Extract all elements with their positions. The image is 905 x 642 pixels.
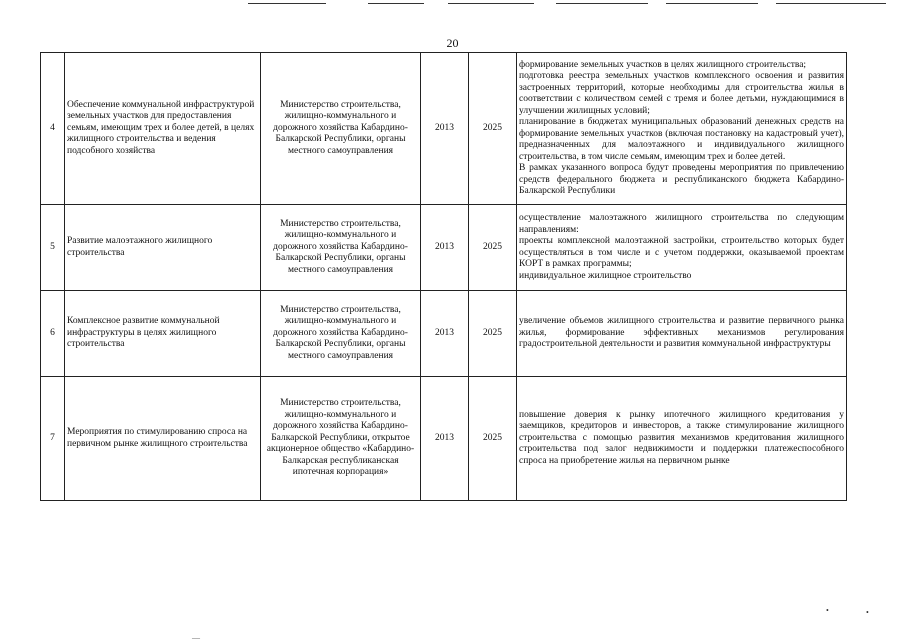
expected-result	[517, 205, 847, 291]
executor: Министерство строительства, жилищно-коммунального и дорожного хозяйства Кабардино-Балкарской Республики, органы местного самоуправления	[261, 291, 421, 377]
start-year: 2013	[421, 53, 469, 205]
result-paragraph: увеличение объемов жилищного строительства и развитие первичного рынка жилья, формирование эффективных механизмов регулирования градостроительной деятельности и развития коммунальной инфраструктуры	[519, 316, 844, 350]
measure-name: Комплексное развитие коммунальной инфраструктуры в целях жилищного строительства	[65, 291, 261, 377]
result-paragraph: осуществление малоэтажного жилищного строительства по следующим направлениям:	[519, 213, 844, 235]
table-row	[41, 53, 847, 205]
program-measures-table	[40, 52, 847, 501]
end-year: 2025	[469, 377, 517, 501]
expected-result	[517, 291, 847, 377]
expected-result	[517, 53, 847, 205]
result-paragraph: подготовка реестра земельных участков комплексного освоения и развития застроенных территорий, которые необходимы для строительства жилья в соответствии с количеством семей с тремя и более детьми, нуждающимися в улучшении жилищных условий;	[519, 71, 844, 116]
end-year: 2025	[469, 205, 517, 291]
start-year: 2013	[421, 205, 469, 291]
scan-header-lines	[0, 0, 905, 8]
row-number: 6	[41, 291, 65, 377]
end-year: 2025	[469, 291, 517, 377]
measure-name: Обеспечение коммунальной инфраструктурой земельных участков для предоставления семьям, имеющим трех и более детей, в целях жилищного строительства и ведения подсобного хозяйства	[65, 53, 261, 205]
measure-name: Развитие малоэтажного жилищного строительства	[65, 205, 261, 291]
executor: Министерство строительства, жилищно-коммунального и дорожного хозяйства Кабардино-Балкарской Республики, открытое акционерное общество «Кабардино-Балкарская республиканская ипотечная корпорация»	[261, 377, 421, 501]
table-row	[41, 205, 847, 291]
result-paragraph: повышение доверия к рынку ипотечного жилищного кредитования у заемщиков, кредиторов и инвесторов, а также стимулирование жилищного строительства с помощью развития механизмов кредитования жилищного строительства под залог недвижимости и поддержки платежеспособного спроса на приобретение жилья на первичном рынке	[519, 409, 844, 466]
executor: Министерство строительства, жилищно-коммунального и дорожного хозяйства Кабардино-Балкарской Республики, органы местного самоуправления	[261, 53, 421, 205]
scan-artifact: —	[192, 633, 200, 642]
result-paragraph: В рамках указанного вопроса будут проведены мероприятия по привлечению средств федерального бюджета и республиканского бюджета Кабардино-Балкарской Республики	[519, 163, 844, 196]
row-number: 5	[41, 205, 65, 291]
executor: Министерство строительства, жилищно-коммунального и дорожного хозяйства Кабардино-Балкарской Республики, органы местного самоуправления	[261, 205, 421, 291]
row-number: 7	[41, 377, 65, 501]
result-paragraph: индивидуальное жилищное строительство	[519, 270, 692, 281]
measure-name: Мероприятия по стимулированию спроса на первичном рынке жилищного строительства	[65, 377, 261, 501]
scan-artifact: •	[866, 608, 869, 617]
start-year: 2013	[421, 291, 469, 377]
result-paragraph: проекты комплексной малоэтажной застройки, строительство которых будет осуществляться в том числе и с учетом поддержки, оказываемой проектам КОРТ в рамках программы;	[519, 236, 844, 269]
table-row	[41, 291, 847, 377]
table-row	[41, 377, 847, 501]
page-number: 20	[446, 36, 459, 50]
expected-result	[517, 377, 847, 501]
result-paragraph: планирование в бюджетах муниципальных образований денежных средств на формирование земельных участков (включая постановку на кадастровый учет), предназначенных для малоэтажного и индивидуального жилищного строительства, в том числе семьям, имеющим трех и более детей.	[519, 117, 844, 162]
row-number: 4	[41, 53, 65, 205]
result-paragraph: формирование земельных участков в целях жилищного строительства;	[519, 59, 807, 70]
scan-artifact: •	[826, 606, 829, 615]
end-year: 2025	[469, 53, 517, 205]
start-year: 2013	[421, 377, 469, 501]
